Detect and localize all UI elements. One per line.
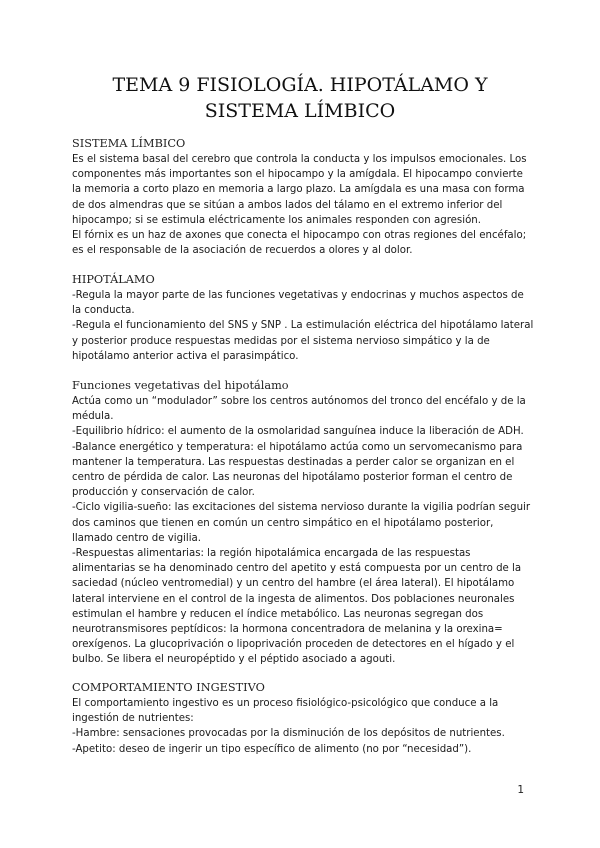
- section-hipotalamo: [72, 272, 534, 364]
- paragraph: -Hambre: sensaciones provocadas por la disminución de los depósitos de nutrientes.: [72, 728, 505, 740]
- paragraph: -Apetito: deseo de ingerir un tipo específico de alimento (no por “necesidad”).: [72, 743, 472, 755]
- paragraph: El comportamiento ingestivo es un proceso fisiológico-psicológico que conduce a la ingestión de nutrientes:: [72, 698, 499, 725]
- section-heading: HIPOTÁLAMO: [72, 273, 155, 286]
- section-heading: COMPORTAMIENTO INGESTIVO: [72, 681, 265, 694]
- paragraph: Actúa como un “modulador” sobre los centros autónomos del tronco del encéfalo y de la médula.: [72, 396, 526, 423]
- paragraph: Es el sistema basal del cerebro que controla la conducta y los impulsos emocionales. Los componentes más importantes son el hipocampo y la amígdala. El hipocampo convierte la memoria a corto plazo en memoria a largo plazo. La amígdala es una masa con forma de dos almendras que se sitúan a ambos lados del tálamo en el extremo inferior del hipocampo; si se estimula eléctricamente los animales responden con agresión.: [72, 154, 527, 226]
- paragraph: El fórnix es un haz de axones que conecta el hipocampo con otras regiones del encéfalo; es el responsable de la asociación de recuerdos a olores y al dolor.: [72, 230, 527, 257]
- section-sistema-limbico: [72, 136, 534, 258]
- page-number: 1: [517, 784, 524, 796]
- paragraph: -Ciclo vigilia-sueño: las excitaciones del sistema nervioso durante la vigilia podrían seguir dos caminos que tienen en común un centro simpático en el hipotálamo posterior, llamado centro de vigilia.: [72, 502, 531, 544]
- paragraph: -Regula la mayor parte de las funciones vegetativas y endocrinas y muchos aspectos de la conducta.: [72, 290, 524, 317]
- section-heading: Funciones vegetativas del hipotálamo: [72, 379, 289, 392]
- section-comportamiento-ingestivo: [72, 680, 534, 757]
- paragraph: -Balance energético y temperatura: el hipotálamo actúa como un servomecanismo para mantener la temperatura. Las respuestas destinadas a perder calor se organizan en el centro de pérdida de calor. Las neuronas del hipotálamo posterior forman el centro de producción y conservación de calor.: [72, 441, 523, 499]
- paragraph: -Regula el funcionamiento del SNS y SNP . La estimulación eléctrica del hipotálamo lateral y posterior produce respuestas medidas por el sistema nervioso simpático y la de hipotálamo anterior activa el parasimpático.: [72, 320, 534, 362]
- section-funciones-vegetativas: [72, 378, 534, 668]
- paragraph: -Equilibrio hídrico: el aumento de la osmolaridad sanguínea induce la liberación de ADH.: [72, 426, 524, 438]
- paragraph: -Respuestas alimentarias: la región hipotalámica encargada de las respuestas alimentarias se ha denominado centro del apetito y está compuesta por un centro de la saciedad (núcleo ventromedial) y un centro del hambre (el área lateral). El hipotálamo lateral interviene en el control de la ingesta de alimentos. Dos poblaciones neuronales estimulan el hambre y reducen el índice metabólico. Las neuronas segregan dos neurotransmisores peptídicos: la hormona concentradora de melanina y la orexina= orexígenos. La glucoprivación o lipoprivación proceden de detectores en el hígado y el bulbo. Se libera el neuropéptido y el péptido asociado a agouti.: [72, 548, 522, 666]
- section-heading: SISTEMA LÍMBICO: [72, 137, 186, 150]
- page-title: TEMA 9 FISIOLOGÍA. HIPOTÁLAMO Y SISTEMA LÍMBICO: [112, 74, 488, 122]
